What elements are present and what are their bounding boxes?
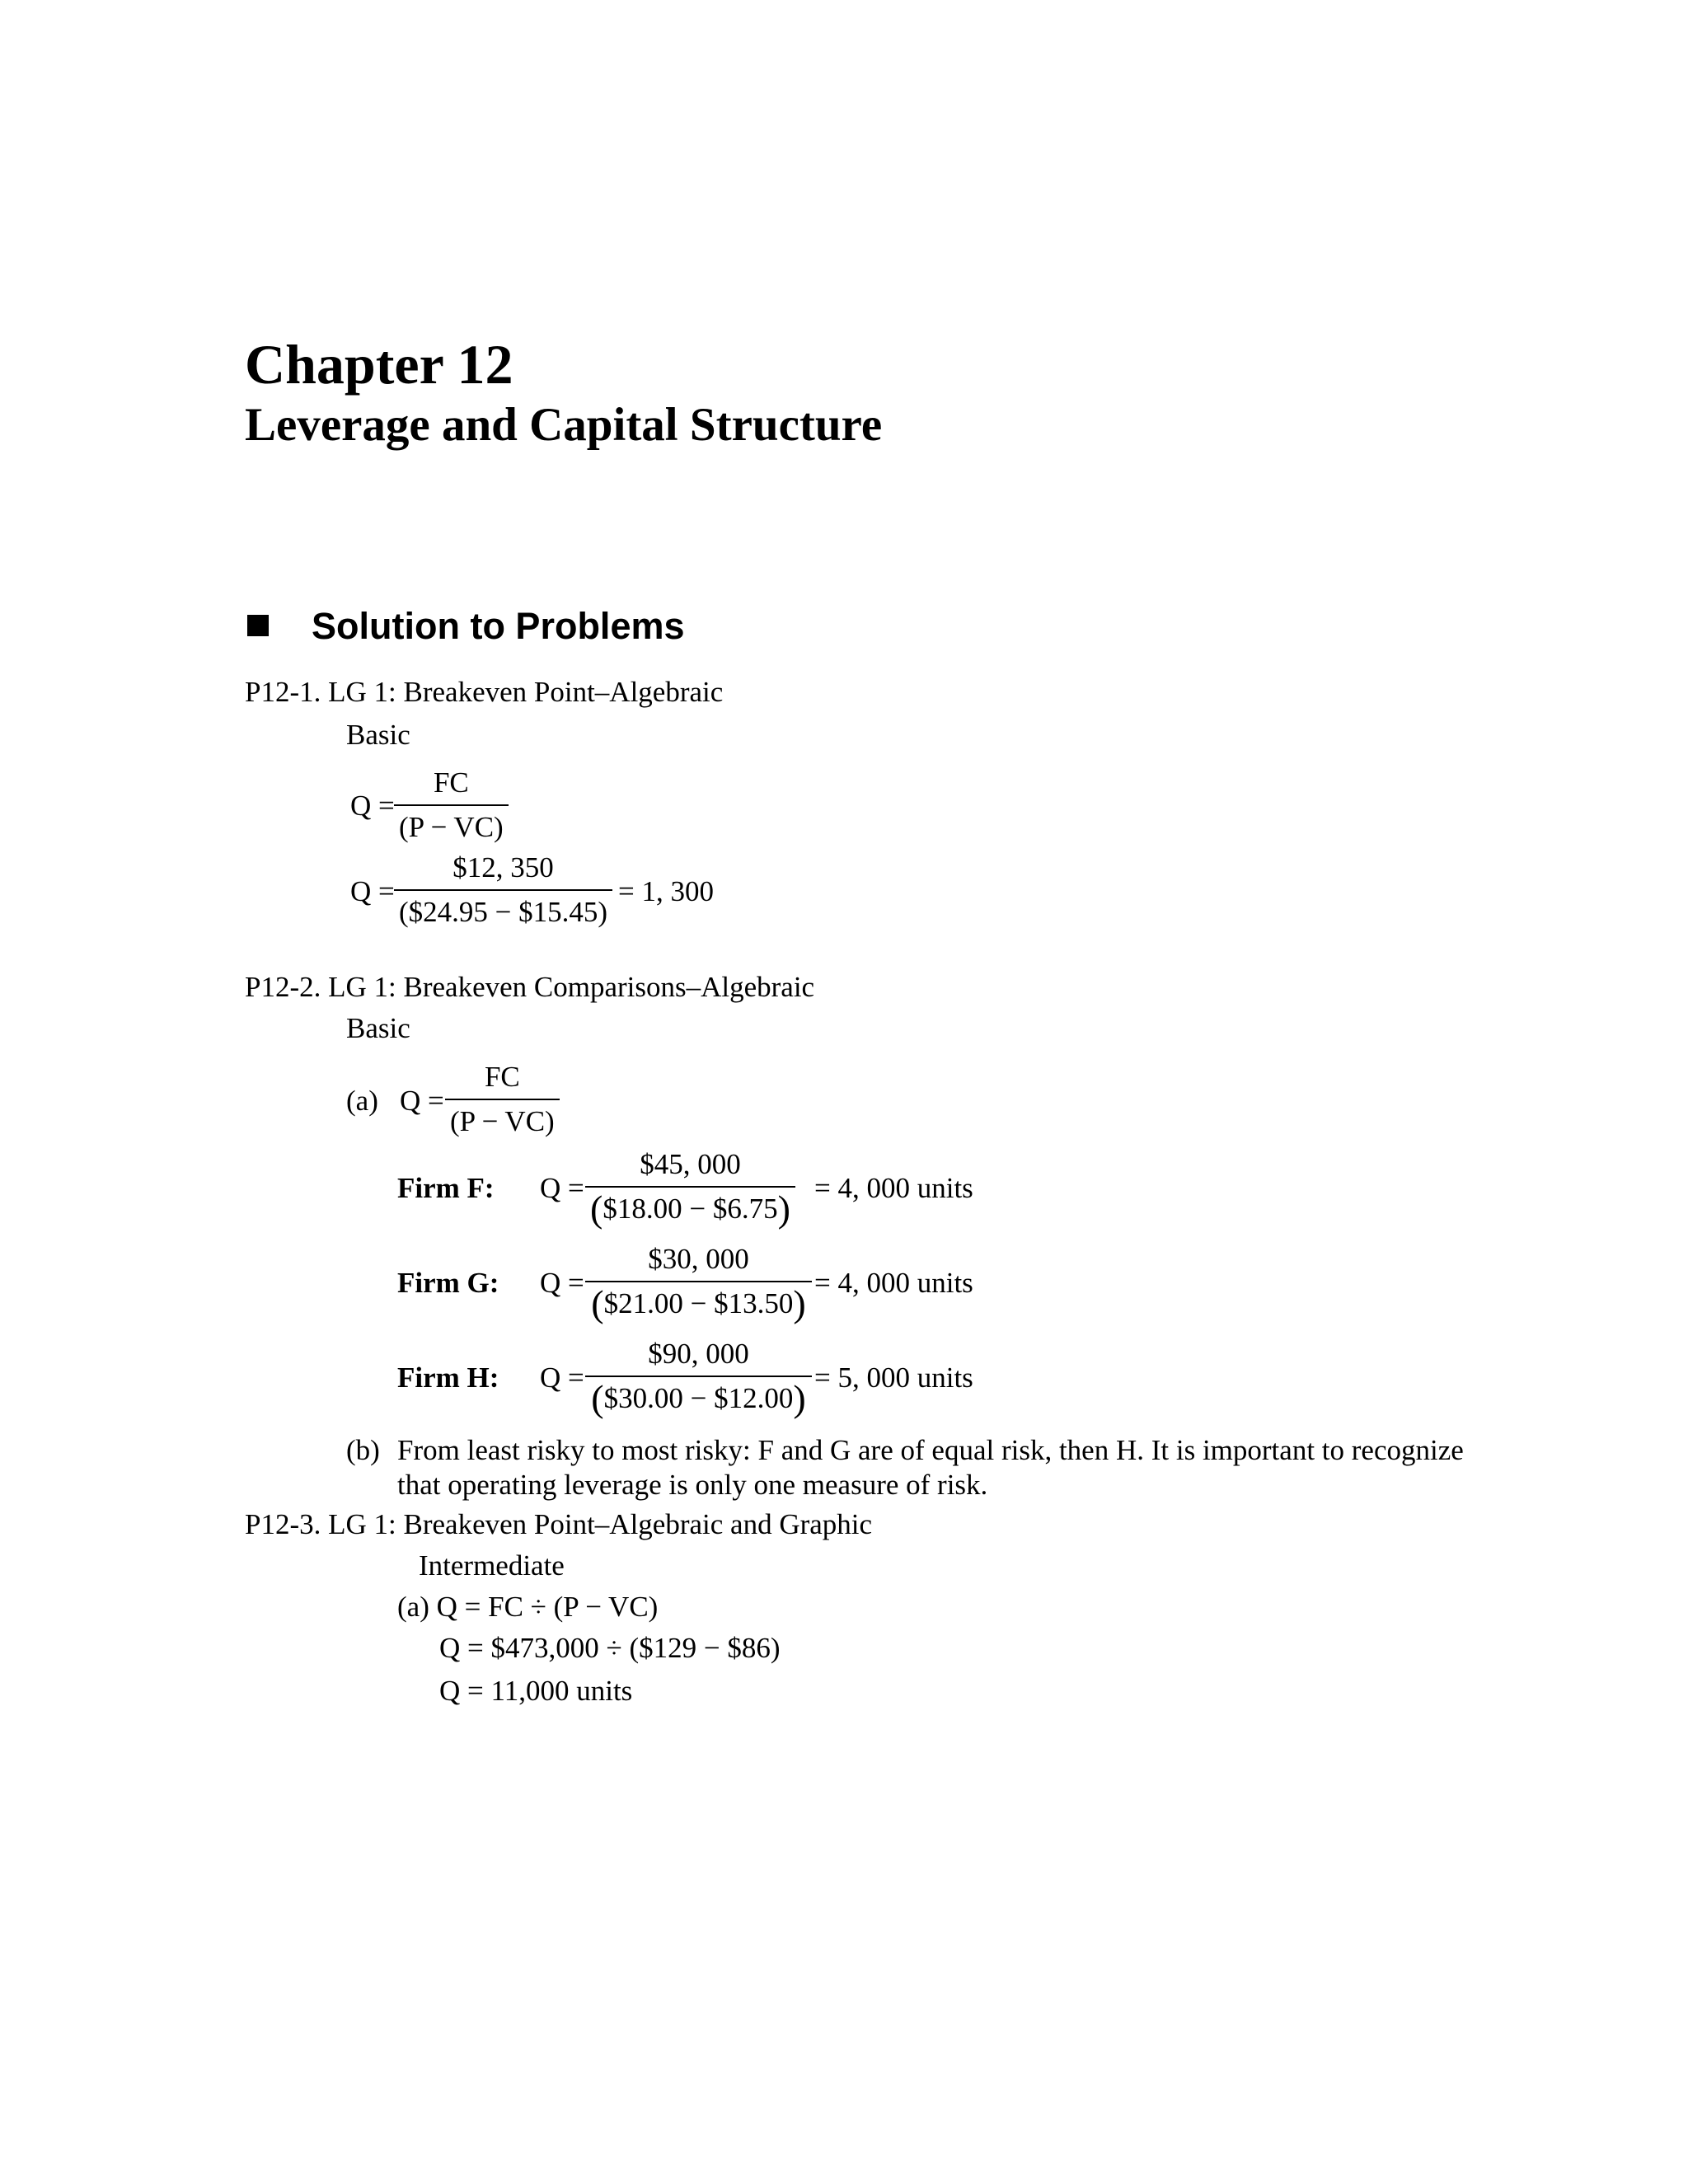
firm-f-label: Firm F: (397, 1172, 495, 1204)
eq1-lhs: Q = (350, 790, 395, 822)
firm-g-fraction (585, 1243, 812, 1324)
firm-g-label: Firm G: (397, 1267, 499, 1299)
firm-h-denominator-text: $30.00 − $12.00 (603, 1382, 794, 1414)
firm-h-numerator: $90, 000 (648, 1338, 749, 1370)
eq1-numerator: FC (433, 766, 469, 799)
part-a-numerator: FC (484, 1061, 520, 1093)
firm-f-denominator-text: $18.00 − $6.75 (603, 1193, 778, 1225)
firm-g-lhs: Q = (540, 1267, 584, 1299)
eq2-result: = 1, 300 (618, 875, 714, 907)
firm-h-denominator: ($30.00 − $12.00) (585, 1376, 812, 1415)
part-a-lhs: Q = (400, 1085, 444, 1117)
firm-h-fraction (585, 1338, 812, 1419)
firm-h-lhs: Q = (540, 1361, 584, 1394)
firm-g-denominator: ($21.00 − $13.50) (585, 1281, 812, 1320)
part-a-label-p12-2: (a) (346, 1085, 378, 1117)
part-a-denominator: (P − VC) (445, 1099, 560, 1138)
part-b-line-2: that operating leverage is only one measure of risk. (397, 1469, 988, 1501)
problem-title-p12-3: P12-3. LG 1: Breakeven Point–Algebraic and Graphic (245, 1508, 873, 1540)
part-b-line-1: From least risky to most risky: F and G are of equal risk, then H. It is important to recognize (397, 1434, 1464, 1466)
firm-g-numerator: $30, 000 (648, 1243, 749, 1275)
problem-level-p12-2: Basic (346, 1012, 410, 1044)
problem-level-p12-1: Basic (346, 719, 410, 751)
section-bullet-icon (247, 615, 269, 636)
firm-g-denominator-text: $21.00 − $13.50 (603, 1287, 794, 1319)
eq2-lhs: Q = (350, 875, 395, 907)
eq1-fraction (394, 766, 509, 844)
firm-f-fraction (585, 1148, 795, 1230)
problem-title-p12-1: P12-1. LG 1: Breakeven Point–Algebraic (245, 676, 724, 708)
chapter-subtitle: Leverage and Capital Structure (245, 399, 883, 451)
p12-3-part-a-line-2: Q = $473,000 ÷ ($129 − $86) (439, 1632, 781, 1664)
firm-h-label: Firm H: (397, 1361, 499, 1394)
eq2-fraction (394, 851, 612, 929)
chapter-title: Chapter 12 (245, 333, 513, 396)
firm-f-numerator: $45, 000 (640, 1148, 741, 1180)
firm-f-result: = 4, 000 units (814, 1172, 973, 1204)
firm-h-result: = 5, 000 units (814, 1361, 973, 1394)
firm-g-result: = 4, 000 units (814, 1267, 973, 1299)
problem-title-p12-2: P12-2. LG 1: Breakeven Comparisons–Algebraic (245, 971, 815, 1003)
firm-f-lhs: Q = (540, 1172, 584, 1204)
p12-3-part-a-line-3: Q = 11,000 units (439, 1675, 633, 1707)
part-a-fraction (445, 1061, 560, 1138)
eq2-numerator: $12, 350 (452, 851, 554, 883)
part-b-label-p12-2: (b) (346, 1434, 380, 1466)
p12-3-part-a-line-1: (a) Q = FC ÷ (P − VC) (397, 1591, 659, 1623)
firm-f-denominator: ($18.00 − $6.75) (585, 1186, 795, 1226)
eq1-denominator: (P − VC) (394, 804, 509, 844)
section-heading: Solution to Problems (312, 605, 685, 647)
problem-level-p12-3: Intermediate (419, 1549, 565, 1582)
eq2-denominator: ($24.95 − $15.45) (394, 889, 612, 929)
